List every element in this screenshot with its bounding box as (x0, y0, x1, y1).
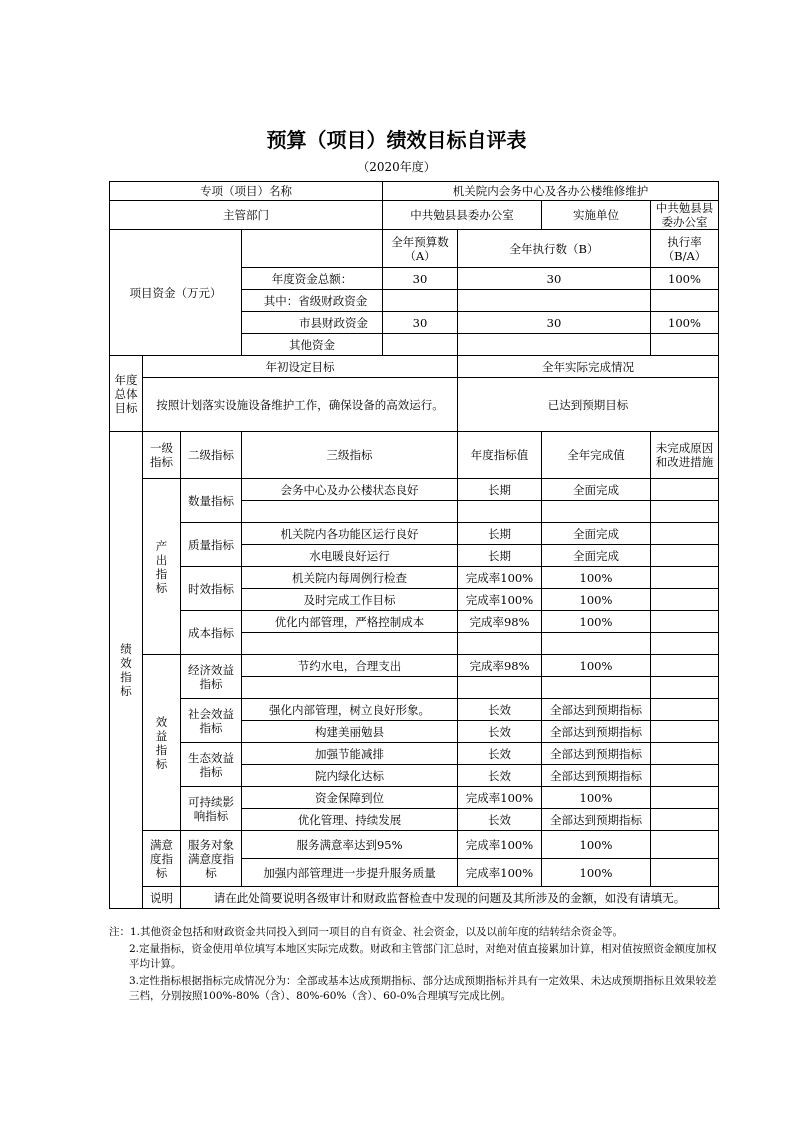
indicator-done: 全部达到预期指标 (542, 809, 651, 831)
funds-rate: 100% (651, 312, 719, 334)
header-target: 年度指标值 (458, 432, 542, 479)
group-social: 社会效益指标 (181, 699, 242, 743)
indicator-target: 长期 (458, 523, 542, 545)
funds-rate (651, 290, 719, 312)
funds-row-label: 其他资金 (242, 334, 383, 356)
footnote: 2.定量指标，资金使用单位填写本地区实际完成数。财政和主管部门汇总时，对绝对值直接累加计算，相对值按照资金额度加权平均计算。 (129, 943, 717, 970)
indicator-target: 完成率100% (458, 567, 542, 589)
indicator-target (458, 501, 542, 523)
indicator-done (542, 633, 651, 655)
funds-budget (383, 334, 458, 356)
indicator-reason (651, 831, 719, 859)
indicator-reason (651, 633, 719, 655)
col-actual-completion: 全年实际完成情况 (458, 356, 719, 378)
funds-exec (458, 290, 651, 312)
indicator-reason (651, 611, 719, 633)
group-economic: 经济效益指标 (181, 655, 242, 699)
indicator-name: 优化管理、持续发展 (242, 809, 458, 831)
indicator-name: 强化内部管理，树立良好形象。 (242, 699, 458, 721)
footnotes (109, 925, 718, 1006)
funds-row-label: 市县财政资金 (242, 312, 383, 334)
indicator-reason (651, 655, 719, 677)
indicator-name: 水电暖良好运行 (242, 545, 458, 567)
indicator-reason (651, 501, 719, 523)
col-initial-target: 年初设定目标 (143, 356, 458, 378)
indicator-name: 资金保障到位 (242, 787, 458, 809)
indicator-reason (651, 765, 719, 787)
dept-label: 主管部门 (110, 201, 383, 230)
indicator-reason (651, 589, 719, 611)
funds-budget: 30 (383, 268, 458, 290)
indicator-name: 会务中心及办公楼状态良好 (242, 479, 458, 501)
header-level3: 三级指标 (242, 432, 458, 479)
indicator-done: 100% (542, 787, 651, 809)
indicator-done: 全面完成 (542, 523, 651, 545)
indicator-reason (651, 699, 719, 721)
funds-row-label: 年度资金总额： (242, 268, 383, 290)
impl-value: 中共勉县县委办公室 (651, 201, 719, 230)
indicator-name: 机关院内每周例行检查 (242, 567, 458, 589)
indicator-target: 完成率100% (458, 787, 542, 809)
footnote: 注：1.其他资金包括和财政资金共同投入到同一项目的自有资金、社会资金，以及以前年度的结转结余资金等。 (109, 926, 624, 938)
funds-budget (383, 290, 458, 312)
project-name-label: 专项（项目）名称 (110, 182, 383, 201)
header-done: 全年完成值 (542, 432, 651, 479)
indicator-done: 全部达到预期指标 (542, 765, 651, 787)
indicator-done: 100% (542, 589, 651, 611)
indicator-name (242, 633, 458, 655)
indicator-target: 长效 (458, 743, 542, 765)
funds-rate: 100% (651, 268, 719, 290)
funds-row-label: 其中：省级财政资金 (242, 290, 383, 312)
header-level2: 二级指标 (181, 432, 242, 479)
annual-actual-text: 已达到预期目标 (458, 378, 719, 432)
indicator-done: 100% (542, 831, 651, 859)
indicator-reason (651, 787, 719, 809)
indicator-name: 构建美丽勉县 (242, 721, 458, 743)
indicator-name: 加强内部管理进一步提升服务质量 (242, 859, 458, 887)
indicator-done: 100% (542, 611, 651, 633)
indicator-reason (651, 677, 719, 699)
indicator-done: 100% (542, 859, 651, 887)
indicator-done: 全部达到预期指标 (542, 743, 651, 765)
evaluation-table (109, 181, 719, 909)
group-service: 服务对象满意度指标 (181, 831, 242, 887)
indicator-name: 加强节能减排 (242, 743, 458, 765)
indicator-name (242, 501, 458, 523)
output-indicator-label: 产出指标 (143, 479, 181, 655)
indicator-target: 长期 (458, 479, 542, 501)
indicator-target: 长效 (458, 699, 542, 721)
benefit-indicator-label: 效益指标 (143, 655, 181, 831)
header-level1: 一级指标 (143, 432, 181, 479)
dept-value: 中共勉县县委办公室 (383, 201, 542, 230)
satisfaction-indicator-label: 满意度指标 (143, 831, 181, 887)
indicator-target: 长效 (458, 721, 542, 743)
indicator-target: 完成率100% (458, 831, 542, 859)
indicator-target: 长效 (458, 809, 542, 831)
indicator-name (242, 677, 458, 699)
indicator-name: 优化内部管理，严格控制成本 (242, 611, 458, 633)
indicator-name: 及时完成工作目标 (242, 589, 458, 611)
indicator-reason (651, 743, 719, 765)
indicator-done: 全面完成 (542, 545, 651, 567)
indicator-target: 完成率98% (458, 655, 542, 677)
header-reason: 未完成原因和改进措施 (651, 432, 719, 479)
funds-header-blank (242, 230, 383, 268)
group-quantity: 数量指标 (181, 479, 242, 523)
funds-exec: 30 (458, 312, 651, 334)
indicator-done: 100% (542, 655, 651, 677)
indicator-name: 院内绿化达标 (242, 765, 458, 787)
group-quality: 质量指标 (181, 523, 242, 567)
indicator-name: 机关院内各功能区运行良好 (242, 523, 458, 545)
indicator-done (542, 677, 651, 699)
project-name-value: 机关院内会务中心及各办公楼维修维护 (383, 182, 719, 201)
col-exec: 全年执行数（B） (458, 230, 651, 268)
indicator-reason (651, 523, 719, 545)
indicator-reason (651, 567, 719, 589)
remark-text: 请在此处简要说明各级审计和财政监督检查中发现的问题及其所涉及的金额，如没有请填无。 (181, 887, 719, 909)
col-rate: 执行率（B/A） (651, 230, 719, 268)
indicator-target: 长效 (458, 765, 542, 787)
impl-label: 实施单位 (542, 201, 651, 230)
remark-label: 说明 (143, 887, 181, 909)
group-cost: 成本指标 (181, 611, 242, 655)
indicator-target (458, 633, 542, 655)
indicator-name: 服务满意率达到95% (242, 831, 458, 859)
indicator-reason (651, 809, 719, 831)
indicator-reason (651, 479, 719, 501)
indicator-done: 全面完成 (542, 479, 651, 501)
page-subtitle: （2020年度） (357, 160, 436, 174)
funds-exec: 30 (458, 268, 651, 290)
indicator-target: 完成率98% (458, 611, 542, 633)
indicator-done: 全部达到预期指标 (542, 721, 651, 743)
indicator-target: 完成率100% (458, 589, 542, 611)
indicator-done: 全部达到预期指标 (542, 699, 651, 721)
indicator-target: 完成率100% (458, 859, 542, 887)
annual-target-text: 按照计划落实设施设备维护工作，确保设备的高效运行。 (143, 378, 458, 432)
indicator-done: 100% (542, 567, 651, 589)
indicator-reason (651, 721, 719, 743)
indicator-reason (651, 859, 719, 887)
funds-budget: 30 (383, 312, 458, 334)
group-sustainable: 可持续影响指标 (181, 787, 242, 831)
perf-section-label: 绩效指标 (110, 432, 143, 909)
footnote: 3.定性指标根据指标完成情况分为：全部或基本达成预期指标、部分达成预期指标并具有一定效果、未达成预期指标且效果较差三档，分别按照100%-80%（含）、80%-60%（含）、60-0%合理填写完成比例。 (129, 975, 717, 1002)
annual-goal-label: 年度总体目标 (110, 356, 143, 432)
indicator-target: 长期 (458, 545, 542, 567)
funds-rate (651, 334, 719, 356)
indicator-done (542, 501, 651, 523)
indicator-target (458, 677, 542, 699)
funds-section-label: 项目资金（万元） (110, 230, 242, 356)
page-title: 预算（项目）绩效目标自评表 (266, 128, 527, 152)
col-budget: 全年预算数（A） (383, 230, 458, 268)
group-timeliness: 时效指标 (181, 567, 242, 611)
indicator-name: 节约水电，合理支出 (242, 655, 458, 677)
funds-exec (458, 334, 651, 356)
group-ecological: 生态效益指标 (181, 743, 242, 787)
indicator-reason (651, 545, 719, 567)
